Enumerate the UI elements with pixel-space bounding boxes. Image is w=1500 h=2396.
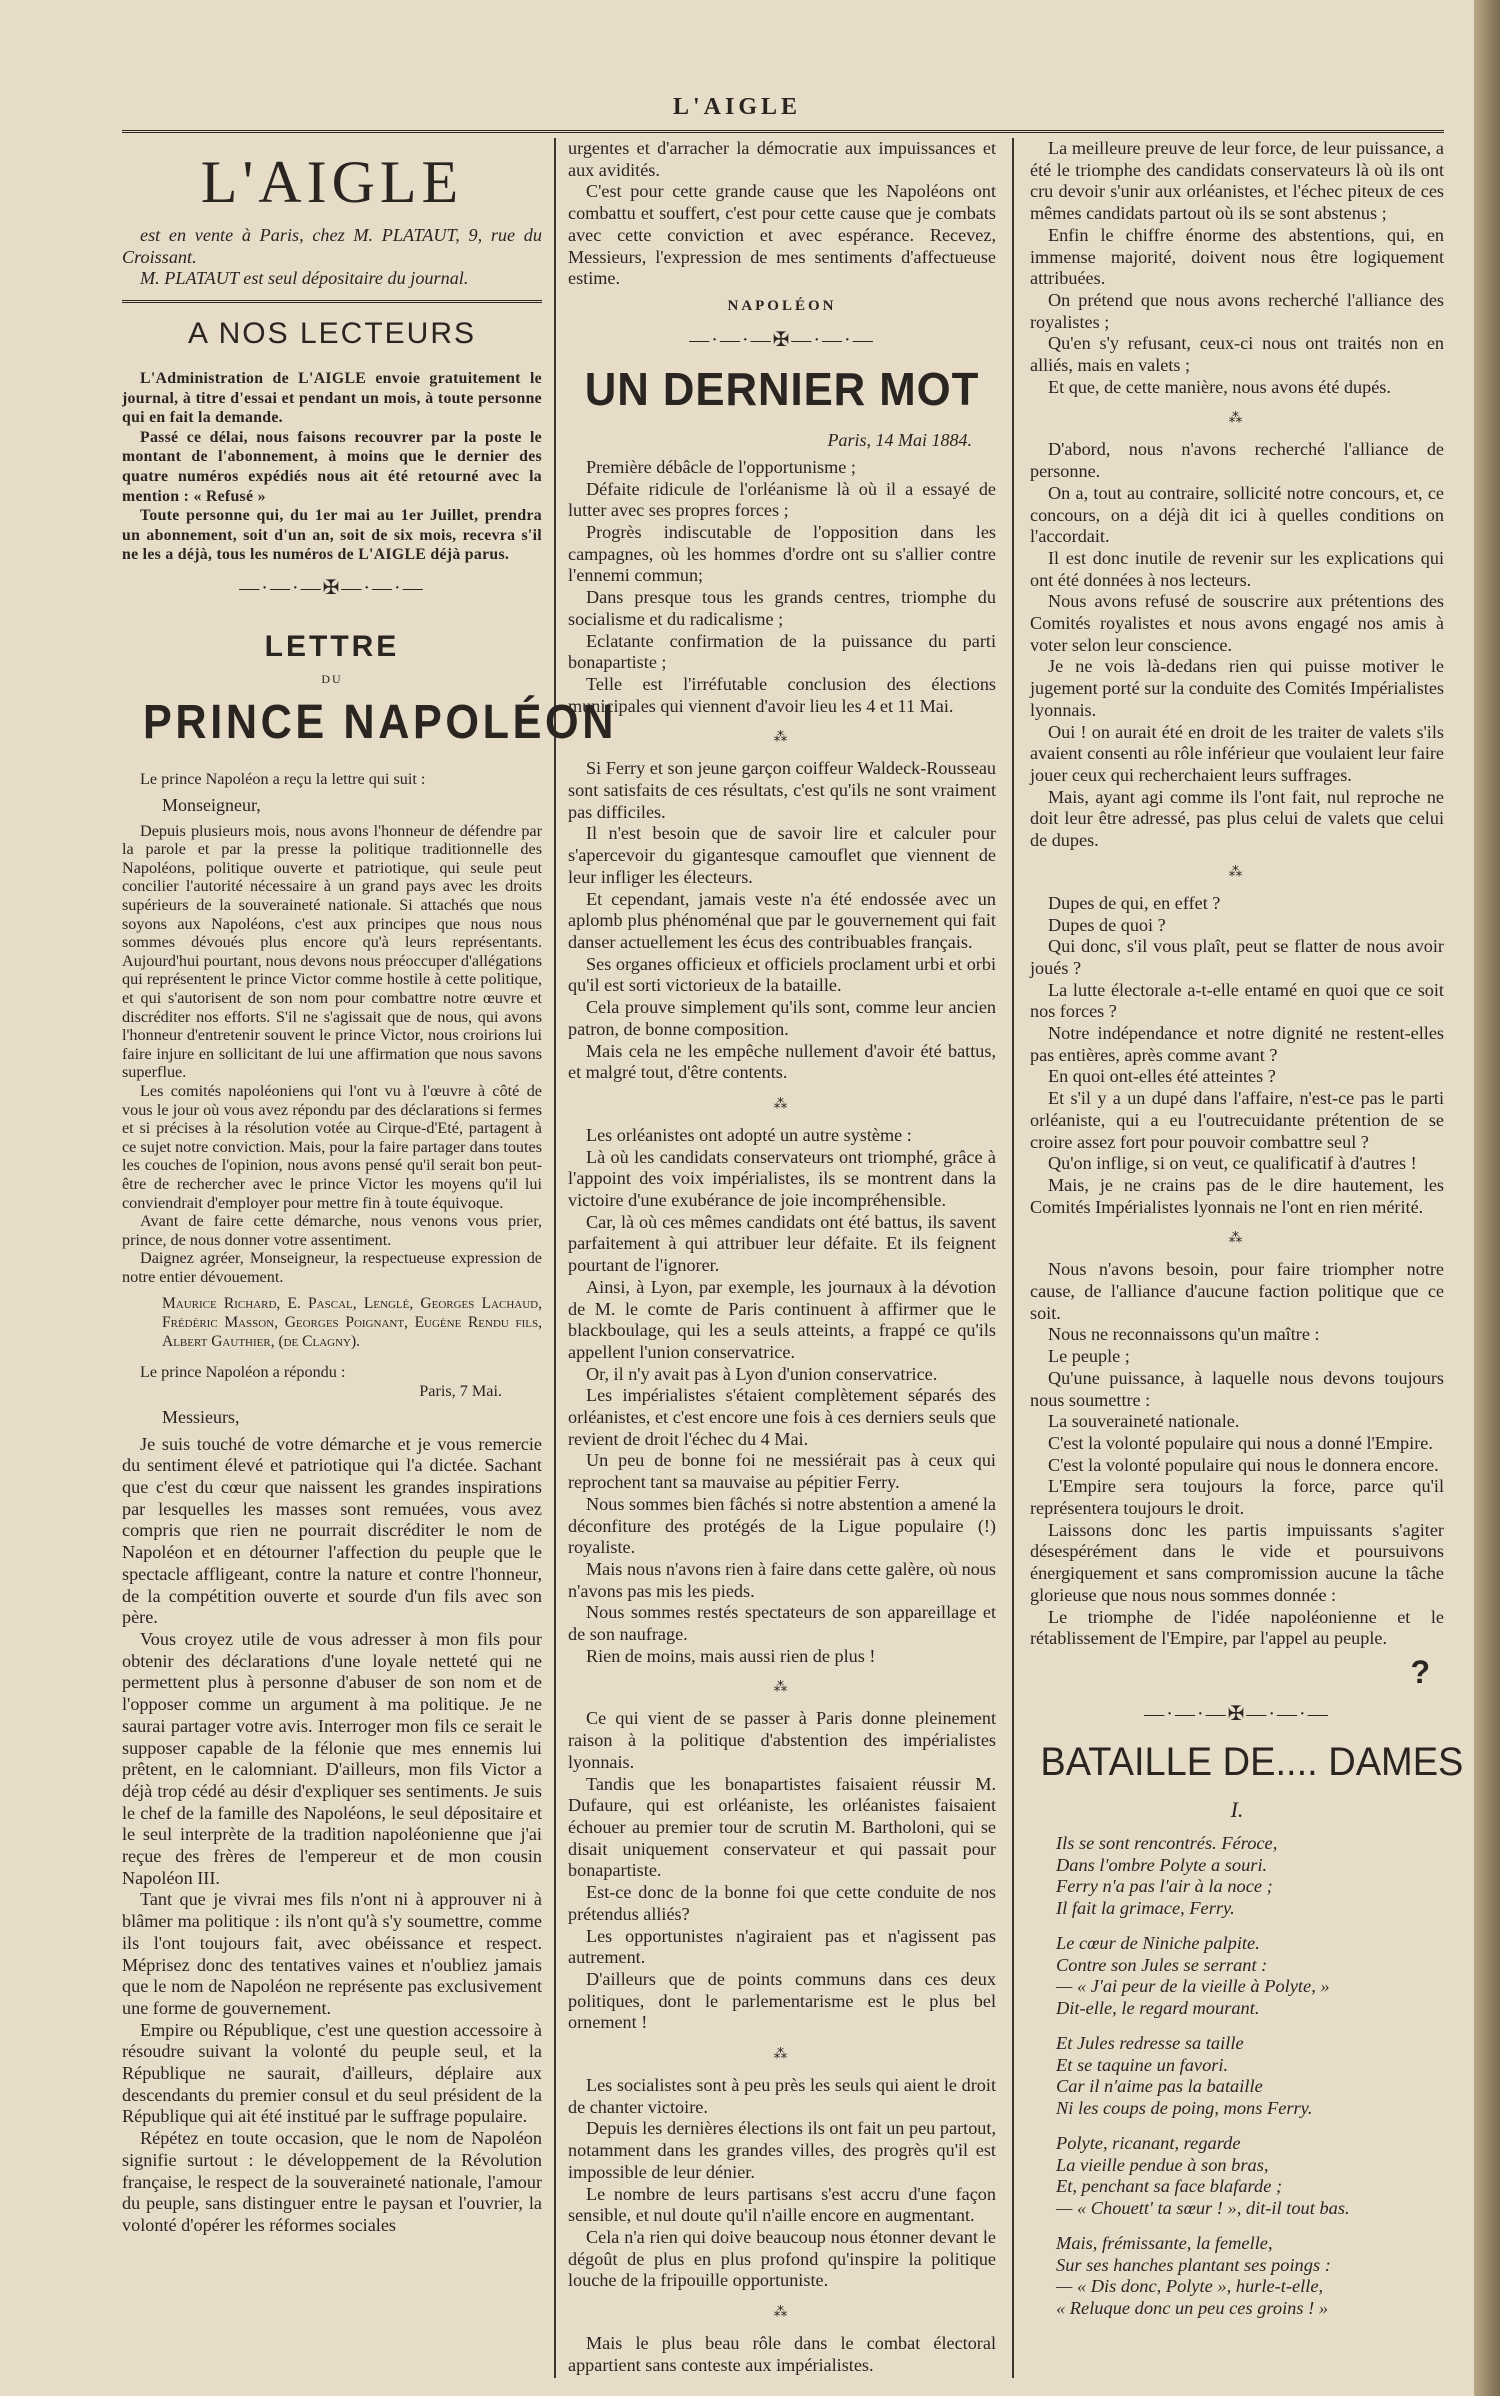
poem-line: Sur ses hanches plantant ses poings : bbox=[1056, 2254, 1331, 2275]
notice-paragraph: Passé ce délai, nous faisons recouvrer par la poste le montant de l'abonnement, à moins que le dernier des quatre numéros expédiés nous ait été retourné avec la mention : « Refusé » bbox=[122, 428, 542, 505]
poem-stanza bbox=[1056, 2233, 1444, 2319]
poem-line: — « Chouett' ta sœur ! », dit-il tout bas. bbox=[1056, 2197, 1350, 2218]
bataille-title: BATAILLE DE.... DAMES bbox=[1040, 1740, 1464, 1784]
asterism: ⁂ bbox=[773, 1680, 791, 1696]
poem-line: Mais, frémissante, la femelle, bbox=[1056, 2233, 1273, 2253]
article-paragraph: Cela prouve simplement qu'ils sont, comme leur ancien patron, de bonne composition. bbox=[568, 997, 996, 1039]
du-heading: DU bbox=[321, 672, 343, 687]
article-paragraph: Mais cela ne les empêche nullement d'avoir été battus, et malgré tout, d'être contents. bbox=[568, 1040, 996, 1083]
poem bbox=[1056, 1833, 1444, 2319]
masthead: L'AIGLE bbox=[200, 149, 464, 215]
article-paragraph: Il n'est besoin que de savoir lire et calculer pour s'apercevoir du gigantesque camouflet que viennent de leur infliger les électeurs. bbox=[568, 823, 996, 887]
article-paragraph: Enfin le chiffre énorme des abstentions, qui, en immense majorité, doivent nous être logiquement attribuées. bbox=[1030, 224, 1444, 289]
header-rule bbox=[122, 130, 1444, 133]
article-paragraph: Progrès indiscutable de l'opposition dans les campagnes, où les hommes d'ordre ont su s'allier contre l'ennemi commun; bbox=[568, 522, 996, 586]
divider bbox=[122, 300, 542, 303]
article-paragraph: C'est la volonté populaire qui nous a donné l'Empire. bbox=[1048, 1432, 1433, 1453]
article-paragraph: Laissons donc les partis impuissants s'agiter désespérément dans le vide et poursuivons énergiquement et sans compromission aucune la tâche glorieuse que nous nous sommes donnée : bbox=[1030, 1519, 1444, 1605]
column-1 bbox=[122, 138, 618, 2378]
article-paragraph: Telle est l'irréfutable conclusion des élections municipales qui viennent d'avoir lieu les 4 et 11 Mai. bbox=[568, 673, 996, 716]
letter-to-prince bbox=[122, 770, 542, 1401]
depositaire-notice: M. PLATAUT est seul dépositaire du journal. bbox=[140, 268, 469, 289]
article-paragraph: Notre indépendance et notre dignité ne restent-elles pas entières, après comme avant ? bbox=[1030, 1023, 1444, 1065]
salutation: Messieurs, bbox=[162, 1406, 240, 1427]
article-paragraph: Or, il n'y avait pas à Lyon d'union conservatrice. bbox=[586, 1363, 938, 1384]
reply-continuation: C'est pour cette grande cause que les Napoléons ont combattu et souffert, c'est pour cette cause que je combats avec cette conviction et avec espérance. Recevez, Messieurs, l'expression de mes sentiments d'affectueuse estime. bbox=[568, 181, 996, 289]
article-paragraph: Rien de moins, mais aussi rien de plus ! bbox=[586, 1645, 876, 1666]
reply-paragraph: Empire ou République, c'est une question accessoire à résoudre suivant la volonté du peuple seul, et la République ne saurait, d'ailleurs, déplaire aux descendants du premier consul et du seul président de la République qui ait été institué par le suffrage populaire. bbox=[122, 2019, 542, 2127]
reply-date: Paris, 7 Mai. bbox=[419, 1382, 502, 1401]
subscription-notice bbox=[122, 369, 542, 565]
asterism: ⁂ bbox=[773, 1096, 791, 1112]
notice-paragraph: L'Administration de L'AIGLE envoie gratuitement le journal, à titre d'essai et pendant un mois, à toute personne qui en fait la demande. bbox=[122, 370, 542, 427]
asterism: ⁂ bbox=[773, 2047, 791, 2063]
article-paragraph: Est-ce donc de la bonne foi que cette conduite de nos prétendus alliés? bbox=[568, 1882, 996, 1924]
poem-line: « Reluque donc un peu ces groins ! » bbox=[1056, 2297, 1329, 2318]
un-dernier-mot-title: UN DERNIER MOT bbox=[584, 362, 980, 415]
signature: NAPOLÉON bbox=[727, 297, 837, 314]
poem-line: Il fait la grimace, Ferry. bbox=[1056, 1897, 1235, 1918]
letter-intro: Le prince Napoléon a reçu la lettre qui suit : bbox=[140, 770, 426, 789]
article-paragraph: Là où les candidats conservateurs ont triomphé, grâce à l'appoint des voix impérialistes, ils se montrent dans la victoire d'une exubérance de joie incompréhensible. bbox=[568, 1146, 996, 1211]
poem-line: Et Jules redresse sa taille bbox=[1056, 2033, 1244, 2053]
article-paragraph: Nous sommes restés spectateurs de son appareillage et de son naufrage. bbox=[568, 1602, 996, 1645]
notice-paragraph: Toute personne qui, du 1er mai au 1er Juillet, prendra un abonnement, soit d'un an, soit de six mois, recevra s'il ne les a déjà, tous les numéros de L'AIGLE déjà parus. bbox=[122, 507, 542, 564]
poem-part-number: I. bbox=[1230, 1797, 1244, 1822]
article-paragraph: Eclatante confirmation de la puissance du parti bonapartiste ; bbox=[568, 630, 996, 673]
letter-paragraph: Daignez agréer, Monseigneur, la respectueuse expression de notre entier dévouement. bbox=[122, 1249, 542, 1286]
question-mark-signature: ? bbox=[1410, 1654, 1430, 1690]
article-paragraph: Il est donc inutile de revenir sur les explications qui ont été données à nos lecteurs. bbox=[1030, 547, 1444, 590]
reply-paragraph: Je suis touché de votre démarche et je vous remercie du sentiment élevé et patriotique qui l'a dictée. Sachant que c'est du cœur que naissent les grandes inspirations par lesquelles les masses sont remuées, vous avez compris que rien ne pourrait discréditer le nom de Napoléon et en détourner l'affection du peuple que le spectacle affligeant, contre la nature et contre l'honneur, de la compétition ouverte et sourde d'un fils avec son père. bbox=[122, 1433, 542, 1628]
article-paragraph: D'abord, nous n'avons recherché l'alliance de personne. bbox=[1030, 439, 1444, 482]
poem-stanza bbox=[1056, 1833, 1444, 1919]
article-paragraph: D'ailleurs que de points communs dans ces deux politiques, dont le parlementarisme est le plus bel ornement ! bbox=[568, 1968, 996, 2033]
poem-line: Car il n'aime pas la bataille bbox=[1056, 2076, 1263, 2096]
prince-napoleon-heading: PRINCE NAPOLÉON bbox=[143, 696, 618, 750]
ornament-divider: —·—·—✠—·—·— bbox=[1144, 1703, 1330, 1725]
asterism: ⁂ bbox=[1228, 864, 1246, 880]
article-paragraph: Défaite ridicule de l'orléanisme là où il a essayé de lutter avec ses propres forces ; bbox=[568, 478, 996, 521]
ornament-divider: —·—·—✠—·—·— bbox=[239, 577, 425, 600]
poem-line: Dans l'ombre Polyte a souri. bbox=[1056, 1854, 1268, 1875]
article-paragraph: La souveraineté nationale. bbox=[1048, 1411, 1240, 1432]
a-nos-lecteurs-title: A NOS LECTEURS bbox=[187, 317, 477, 351]
article-paragraph: Oui ! on aurait été en droit de les traiter de valets s'ils avaient consenti au rôle inférieur que voulaient leur faire jouer ceux qui recherchaient leurs suffrages. bbox=[1030, 721, 1444, 785]
letter-paragraph: Depuis plusieurs mois, nous avons l'honneur de défendre par la parole et par la presse la politique traditionnelle des Napoléons, politique ouverte et patriotique, qui seule peut concilier l'autorité nécessaire à un grand pays avec les droits supérieurs de la souveraineté nationale. Si attachés que nous soyons aux Napoléons, c'est aux principes que nous nous sommes dévoués plus encore qu'à leurs représentants. Aujourd'hui pourtant, nous devons nous préoccuper d'allégations qui représentent le prince Victor comme hostile à cette politique, et qui s'autorisent de son nom pour combattre notre œuvre et discréditer nos efforts. S'il ne s'agissait que de nous, qui avons l'honneur d'entretenir souvent le prince Victor, nous croirions lui faire injure en sollicitant de lui une affirmation que nous savons superflue. bbox=[122, 821, 542, 1082]
article-paragraph: Qu'en s'y refusant, ceux-ci nous ont traités non en alliés, mais en valets ; bbox=[1030, 333, 1444, 376]
article-paragraph: Les orléanistes ont adopté un autre système : bbox=[586, 1124, 912, 1145]
signers: Maurice Richard, E. Pascal, Lenglé, Georges Lachaud, Frédéric Masson, Georges Poignant, Eugène Rendu fils, Albert Gauthier, (de Clagny). bbox=[162, 1295, 542, 1351]
article-paragraph: La lutte électorale a-t-elle entamé en quoi que ce soit nos forces ? bbox=[1030, 979, 1444, 1022]
article-paragraph: Cela n'a rien qui doive beaucoup nous étonner devant le dégoût de plus en plus profond qu'inspire la politique louche de la fripouille opportuniste. bbox=[568, 2226, 996, 2291]
article-paragraph: Le triomphe de l'idée napoléonienne et le rétablissement de l'Empire, par l'appel au peuple. bbox=[1030, 1606, 1444, 1649]
poem-stanza bbox=[1056, 1933, 1444, 2019]
poem-line: — « J'ai peur de la vieille à Polyte, » bbox=[1056, 1976, 1330, 1996]
poem-line: Dit-elle, le regard mourant. bbox=[1056, 1997, 1260, 2018]
poem-line: Ferry n'a pas l'air à la noce ; bbox=[1056, 1876, 1273, 1896]
poem-line: — « Dis donc, Polyte », hurle-t-elle, bbox=[1056, 2276, 1324, 2296]
poem-stanza bbox=[1056, 2033, 1444, 2119]
salutation: Monseigneur, bbox=[162, 794, 261, 815]
ornament-divider: —·—·—✠—·—·— bbox=[689, 328, 875, 351]
article-paragraph: Je ne vois là-dedans rien qui puisse motiver le jugement porté sur la conduite des Comités Impérialistes lyonnais. bbox=[1030, 656, 1444, 720]
column-3 bbox=[1030, 138, 1464, 2378]
article-paragraph: Et s'il y a un dupé dans l'affaire, n'est-ce pas le parti orléaniste, qui a eu l'outrecuidante prétention de se croire assez fort pour pouvoir combattre seul ? bbox=[1030, 1088, 1444, 1152]
article-paragraph: Les socialistes sont à peu près les seuls qui aient le droit de chanter victoire. bbox=[568, 2075, 996, 2117]
poem-line: Et, penchant sa face blafarde ; bbox=[1056, 2176, 1283, 2196]
article-paragraph: Les opportunistes n'agiraient pas et n'agissent pas autrement. bbox=[568, 1925, 996, 1968]
article-paragraph: Qui donc, s'il vous plaît, peut se flatter de nous avoir joués ? bbox=[1030, 936, 1444, 978]
poem-line: Polyte, ricanant, regarde bbox=[1056, 2133, 1241, 2153]
poem-stanza bbox=[1056, 2133, 1444, 2219]
article-paragraph: Si Ferry et son jeune garçon coiffeur Waldeck-Rousseau sont satisfaits de ces résultats, c'est qu'ils ne sont vraiment pas difficiles. bbox=[568, 758, 996, 822]
poem-line: La vieille pendue à son bras, bbox=[1056, 2154, 1269, 2175]
asterism: ⁂ bbox=[773, 730, 791, 746]
reply-paragraph: Tant que je vivrai mes fils n'ont ni à approuver ni à blâmer ma politique : ils n'ont qu'à s'y soumettre, comme ils l'ont toujours fait, avec obéissance et respect. Méprisez donc des tentatives vaines et n'oubliez jamais que le nom de Napoléon ne représente pas exclusivement une forme de gouvernement. bbox=[122, 1889, 542, 2018]
article-paragraph: Ses organes officieux et officiels proclament urbi et orbi qu'il est sorti victorieux de la bataille. bbox=[568, 953, 996, 996]
article-paragraph: C'est la volonté populaire qui nous le donnera encore. bbox=[1048, 1454, 1439, 1475]
poem-line: Et se taquine un favori. bbox=[1056, 2054, 1229, 2075]
article-paragraph: On a, tout au contraire, sollicité notre concours, et, ce concours, on a déjà dit ici à quelles conditions on l'accordait. bbox=[1030, 482, 1444, 547]
letter-paragraph: Les comités napoléoniens qui l'ont vu à l'œuvre à côté de vous le jour où vous avez répondu par des déclarations si fermes et si précises à la résolution votée au Cirque-d'Eté, partagent à ce sujet notre conviction. Mais, pour la faire partager dans toutes les couches de l'opinion, nous avons pensé qu'il serait bon peut-être de rechercher avec le prince Victor les moyens qu'il lui conviendrait d'employer pour mettre fin à toute équivoque. bbox=[122, 1081, 542, 1212]
article-paragraph: Nous avons refusé de souscrire aux prétentions des Comités royalistes et nous avons engagé nos amis à voter selon leur conscience. bbox=[1030, 591, 1444, 655]
asterism: ⁂ bbox=[1228, 1231, 1246, 1247]
article-paragraph: Dans presque tous les grands centres, triomphe du socialisme et du radicalisme ; bbox=[568, 587, 996, 629]
article-paragraph: On prétend que nous avons recherché l'alliance des royalistes ; bbox=[1030, 289, 1444, 332]
article-paragraph: Dupes de quoi ? bbox=[1048, 914, 1166, 935]
poem-line: Contre son Jules se serrant : bbox=[1056, 1954, 1268, 1975]
letter-paragraph: Avant de faire cette démarche, nous venons vous prier, prince, de nous donner votre assentiment. bbox=[122, 1212, 542, 1249]
article-paragraph: Mais, je ne crains pas de le dire hautement, les Comités Impérialistes lyonnais ne l'ont en rien mérité. bbox=[1030, 1174, 1444, 1217]
reply-intro: Le prince Napoléon a répondu : bbox=[140, 1363, 346, 1382]
reply-paragraph: Répétez en toute occasion, que le nom de Napoléon signifie surtout : le développement de la Révolution française, le respect de la souveraineté nationale, l'amour du peuple, sans distinguer entre le paysan et l'ouvrier, la volonté d'opérer les réformes sociales bbox=[122, 2128, 542, 2235]
article-paragraph: Nous sommes bien fâchés si notre abstention a amené la déconfiture des protégés de la Ligue populaire (!) royaliste. bbox=[568, 1493, 996, 1558]
article-paragraph: Tandis que les bonapartistes faisaient réussir M. Dufaure, qui est orléaniste, les orléanistes faisaient échouer au premier tour de scrutin M. Bartholoni, qui se disait uniquement conservateur et qui passait pour bonapartiste. bbox=[568, 1773, 996, 1881]
article-paragraph: Nous ne reconnaissons qu'un maître : bbox=[1048, 1324, 1320, 1345]
column-rule-2 bbox=[1012, 138, 1014, 2378]
dateline: Paris, 14 Mai 1884. bbox=[827, 429, 972, 450]
article-paragraph: Qu'on inflige, si on veut, ce qualificatif à d'autres ! bbox=[1048, 1153, 1417, 1174]
article-paragraph: Qu'une puissance, à laquelle nous devons toujours nous soumettre : bbox=[1030, 1367, 1444, 1410]
article-paragraph: L'Empire sera toujours la force, parce qu'il représentera toujours le droit. bbox=[1030, 1476, 1444, 1519]
reply-paragraph: Vous croyez utile de vous adresser à mon fils pour obtenir des déclarations d'une loyale netteté qui ne permettent plus à personne d'abuser de son nom et de l'opposer comme un argument à ma politique. Je ne saurai partager votre avis. Interroger mon fils ce serait le supposer capable de la félonie que mes ennemis lui prêtent, en le calomniant. D'ailleurs, mon fils Victor a déjà trop cédé au désir d'expliquer ses sentiments. Je suis le chef de la famille des Napoléons, le seul dépositaire et le seul interprète de la tradition napoléonienne que j'ai reçue des frères de l'empereur et de mon cousin Napoléon III. bbox=[122, 1629, 542, 1888]
article-paragraph: Le nombre de leurs partisans s'est accru d'une façon sensible, et nul doute qu'il n'aille encore en augmentant. bbox=[568, 2183, 996, 2226]
poem-line: Ni les coups de poing, mons Ferry. bbox=[1056, 2097, 1313, 2118]
asterism: ⁂ bbox=[773, 2305, 791, 2321]
article-paragraph: Mais, ayant agi comme ils l'ont fait, nul reproche ne doit leur être adressé, pas plus celui de valets que celui de dupes. bbox=[1030, 786, 1444, 851]
article-paragraph: Et cependant, jamais veste n'a été endossée avec un aplomb plus phénoménal que par le gouvernement qui fait danser actuellement les écus des contribuables français. bbox=[568, 888, 996, 952]
article-paragraph: Depuis les dernières élections ils ont fait un peu partout, notamment dans les grandes villes, des progrès qu'il est impossible de leur dénier. bbox=[568, 2118, 996, 2182]
article-paragraph: Nous n'avons besoin, pour faire triompher notre cause, de l'alliance d'aucune faction politique que ce soit. bbox=[1030, 1259, 1444, 1323]
article-paragraph: Le peuple ; bbox=[1048, 1346, 1130, 1367]
column-rule-1 bbox=[554, 138, 556, 2378]
article-paragraph: Ce qui vient de se passer à Paris donne pleinement raison à la politique d'abstention des impérialistes lyonnais. bbox=[568, 1708, 996, 1772]
asterism: ⁂ bbox=[1228, 411, 1246, 427]
article-paragraph: Car, là où ces mêmes candidats ont été battus, ils savent parfaitement à qui attribuer leur défaite. Et ils feignent pourtant de l'ignorer. bbox=[568, 1211, 996, 1276]
article-paragraph: Ainsi, à Lyon, par exemple, les journaux à la dévotion de M. le comte de Paris continuent à affirmer que le blackboulage, qui les a seuls atteints, a frappé ce qu'ils appellent l'union conservatrice. bbox=[568, 1276, 996, 1362]
article-paragraph: Les impérialistes s'étaient complètement séparés des orléanistes, et c'est encore une fois à ces derniers seuls que revient de droit l'échec du 4 Mai. bbox=[568, 1385, 996, 1449]
article-paragraph: La meilleure preuve de leur force, de leur puissance, a été le triomphe des candidats conservateurs là où ils ont cru devoir s'unir aux orléanistes, et l'échec piteux de ces mêmes candidats partout où ils se sont abstenus ; bbox=[1030, 138, 1444, 224]
vente-notice: est en vente à Paris, chez M. PLATAUT, 9, rue du Croissant. bbox=[122, 225, 542, 267]
reply-continuation: urgentes et d'arracher la démocratie aux impuissances et aux avidités. bbox=[568, 138, 996, 180]
column-2 bbox=[568, 138, 996, 2378]
running-head: L'AIGLE bbox=[672, 94, 802, 120]
lettre-heading: LETTRE bbox=[264, 630, 400, 664]
article-paragraph: Dupes de qui, en effet ? bbox=[1048, 892, 1221, 913]
page-edge bbox=[1474, 0, 1500, 2396]
article-paragraph: Mais le plus beau rôle dans le combat électoral appartient sans conteste aux impérialistes. bbox=[568, 2333, 996, 2375]
article-paragraph: Et que, de cette manière, nous avons été dupés. bbox=[1048, 376, 1391, 397]
article-paragraph: Un peu de bonne foi ne messiérait pas à ceux qui reprochent tant sa mauvaise au pépitier Ferry. bbox=[568, 1450, 996, 1493]
poem-line: Ils se sont rencontrés. Féroce, bbox=[1056, 1833, 1278, 1853]
article-paragraph: Mais nous n'avons rien à faire dans cette galère, où nous n'avons pas mis les pieds. bbox=[568, 1558, 996, 1601]
poem-line: Le cœur de Niniche palpite. bbox=[1056, 1933, 1260, 1953]
article-paragraph: En quoi ont-elles été atteintes ? bbox=[1048, 1066, 1276, 1087]
article-paragraph: Première débâcle de l'opportunisme ; bbox=[586, 456, 856, 477]
